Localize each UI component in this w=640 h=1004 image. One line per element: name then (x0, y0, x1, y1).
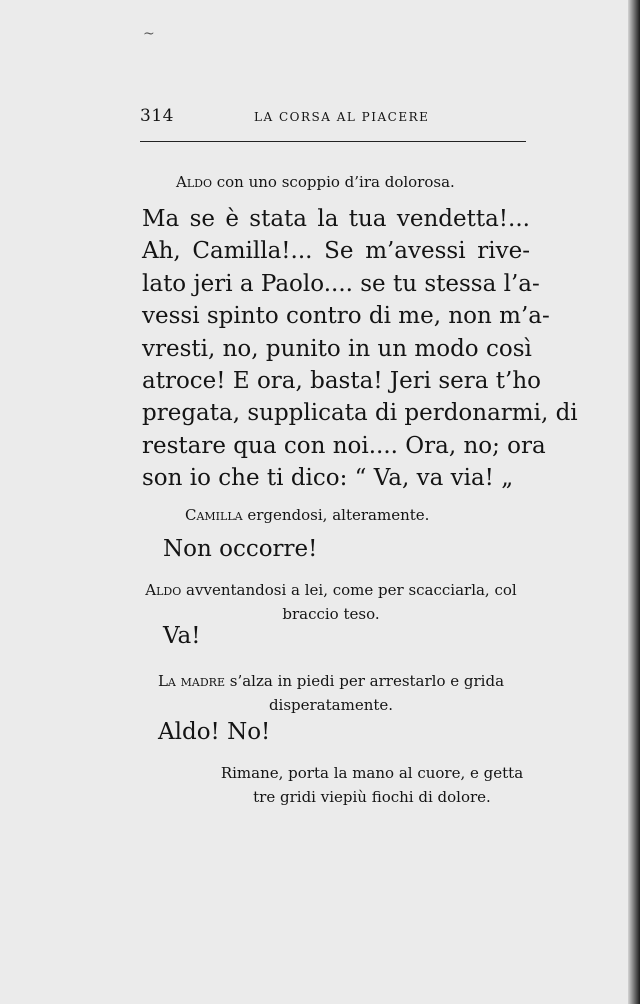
speech-line: lato jeri a Paolo.... se tu stessa l’a- (142, 270, 540, 297)
stage-direction-1 (176, 170, 455, 194)
page-binding-edge (628, 0, 640, 1004)
stage-direction-2 (185, 503, 429, 527)
stage-direction-text: con uno scoppio d’ira dolorosa. (211, 173, 455, 191)
speech-line: pregata, supplicata di perdonarmi, di (142, 400, 578, 427)
speech-line: Ma se è stata la tua vendetta!... (142, 206, 530, 232)
stage-direction-text: s’alza in piedi per arrestarlo e grida disperatamente. (224, 672, 505, 714)
speech-line: restare qua con noi.... Ora, no; ora (142, 432, 546, 459)
stage-direction-3 (132, 578, 530, 626)
speech-line: vresti, no, punito in un modo così (142, 335, 532, 362)
speech-line: Ah, Camilla!... Se m’avessi rive- (142, 238, 530, 265)
speech-aldo-2: Va! (163, 623, 201, 649)
speech-aldo-1 (142, 203, 578, 495)
stage-direction-text: avventandosi a lei, come per scacciarla, col braccio teso. (181, 581, 517, 623)
stray-mark: ~ (143, 26, 155, 42)
header-rule (140, 141, 526, 142)
page-number: 314 (140, 106, 174, 126)
speech-la-madre: Aldo! No! (158, 719, 271, 745)
speaker-name: Camilla (185, 506, 243, 524)
stage-direction-text: ergendosi, alteramente. (242, 506, 430, 524)
speaker-name: Aldo (145, 581, 182, 599)
stage-direction-5: Rimane, porta la mano al cuore, e getta tre gridi viepiù fiochi di dolore. (220, 764, 524, 806)
speech-camilla: Non occorre! (163, 536, 318, 562)
speech-line: son io che ti dico: “ Va, va via! „ (142, 465, 514, 492)
speaker-name: La madre (157, 672, 225, 690)
stage-direction-4 (132, 669, 530, 717)
speech-line: atroce! E ora, basta! Jeri sera t’ho (142, 368, 542, 395)
speech-line: vessi spinto contro di me, non m’a- (142, 303, 550, 330)
running-title: LA CORSA AL PIACERE (254, 110, 430, 124)
speaker-name: Aldo (176, 173, 212, 191)
